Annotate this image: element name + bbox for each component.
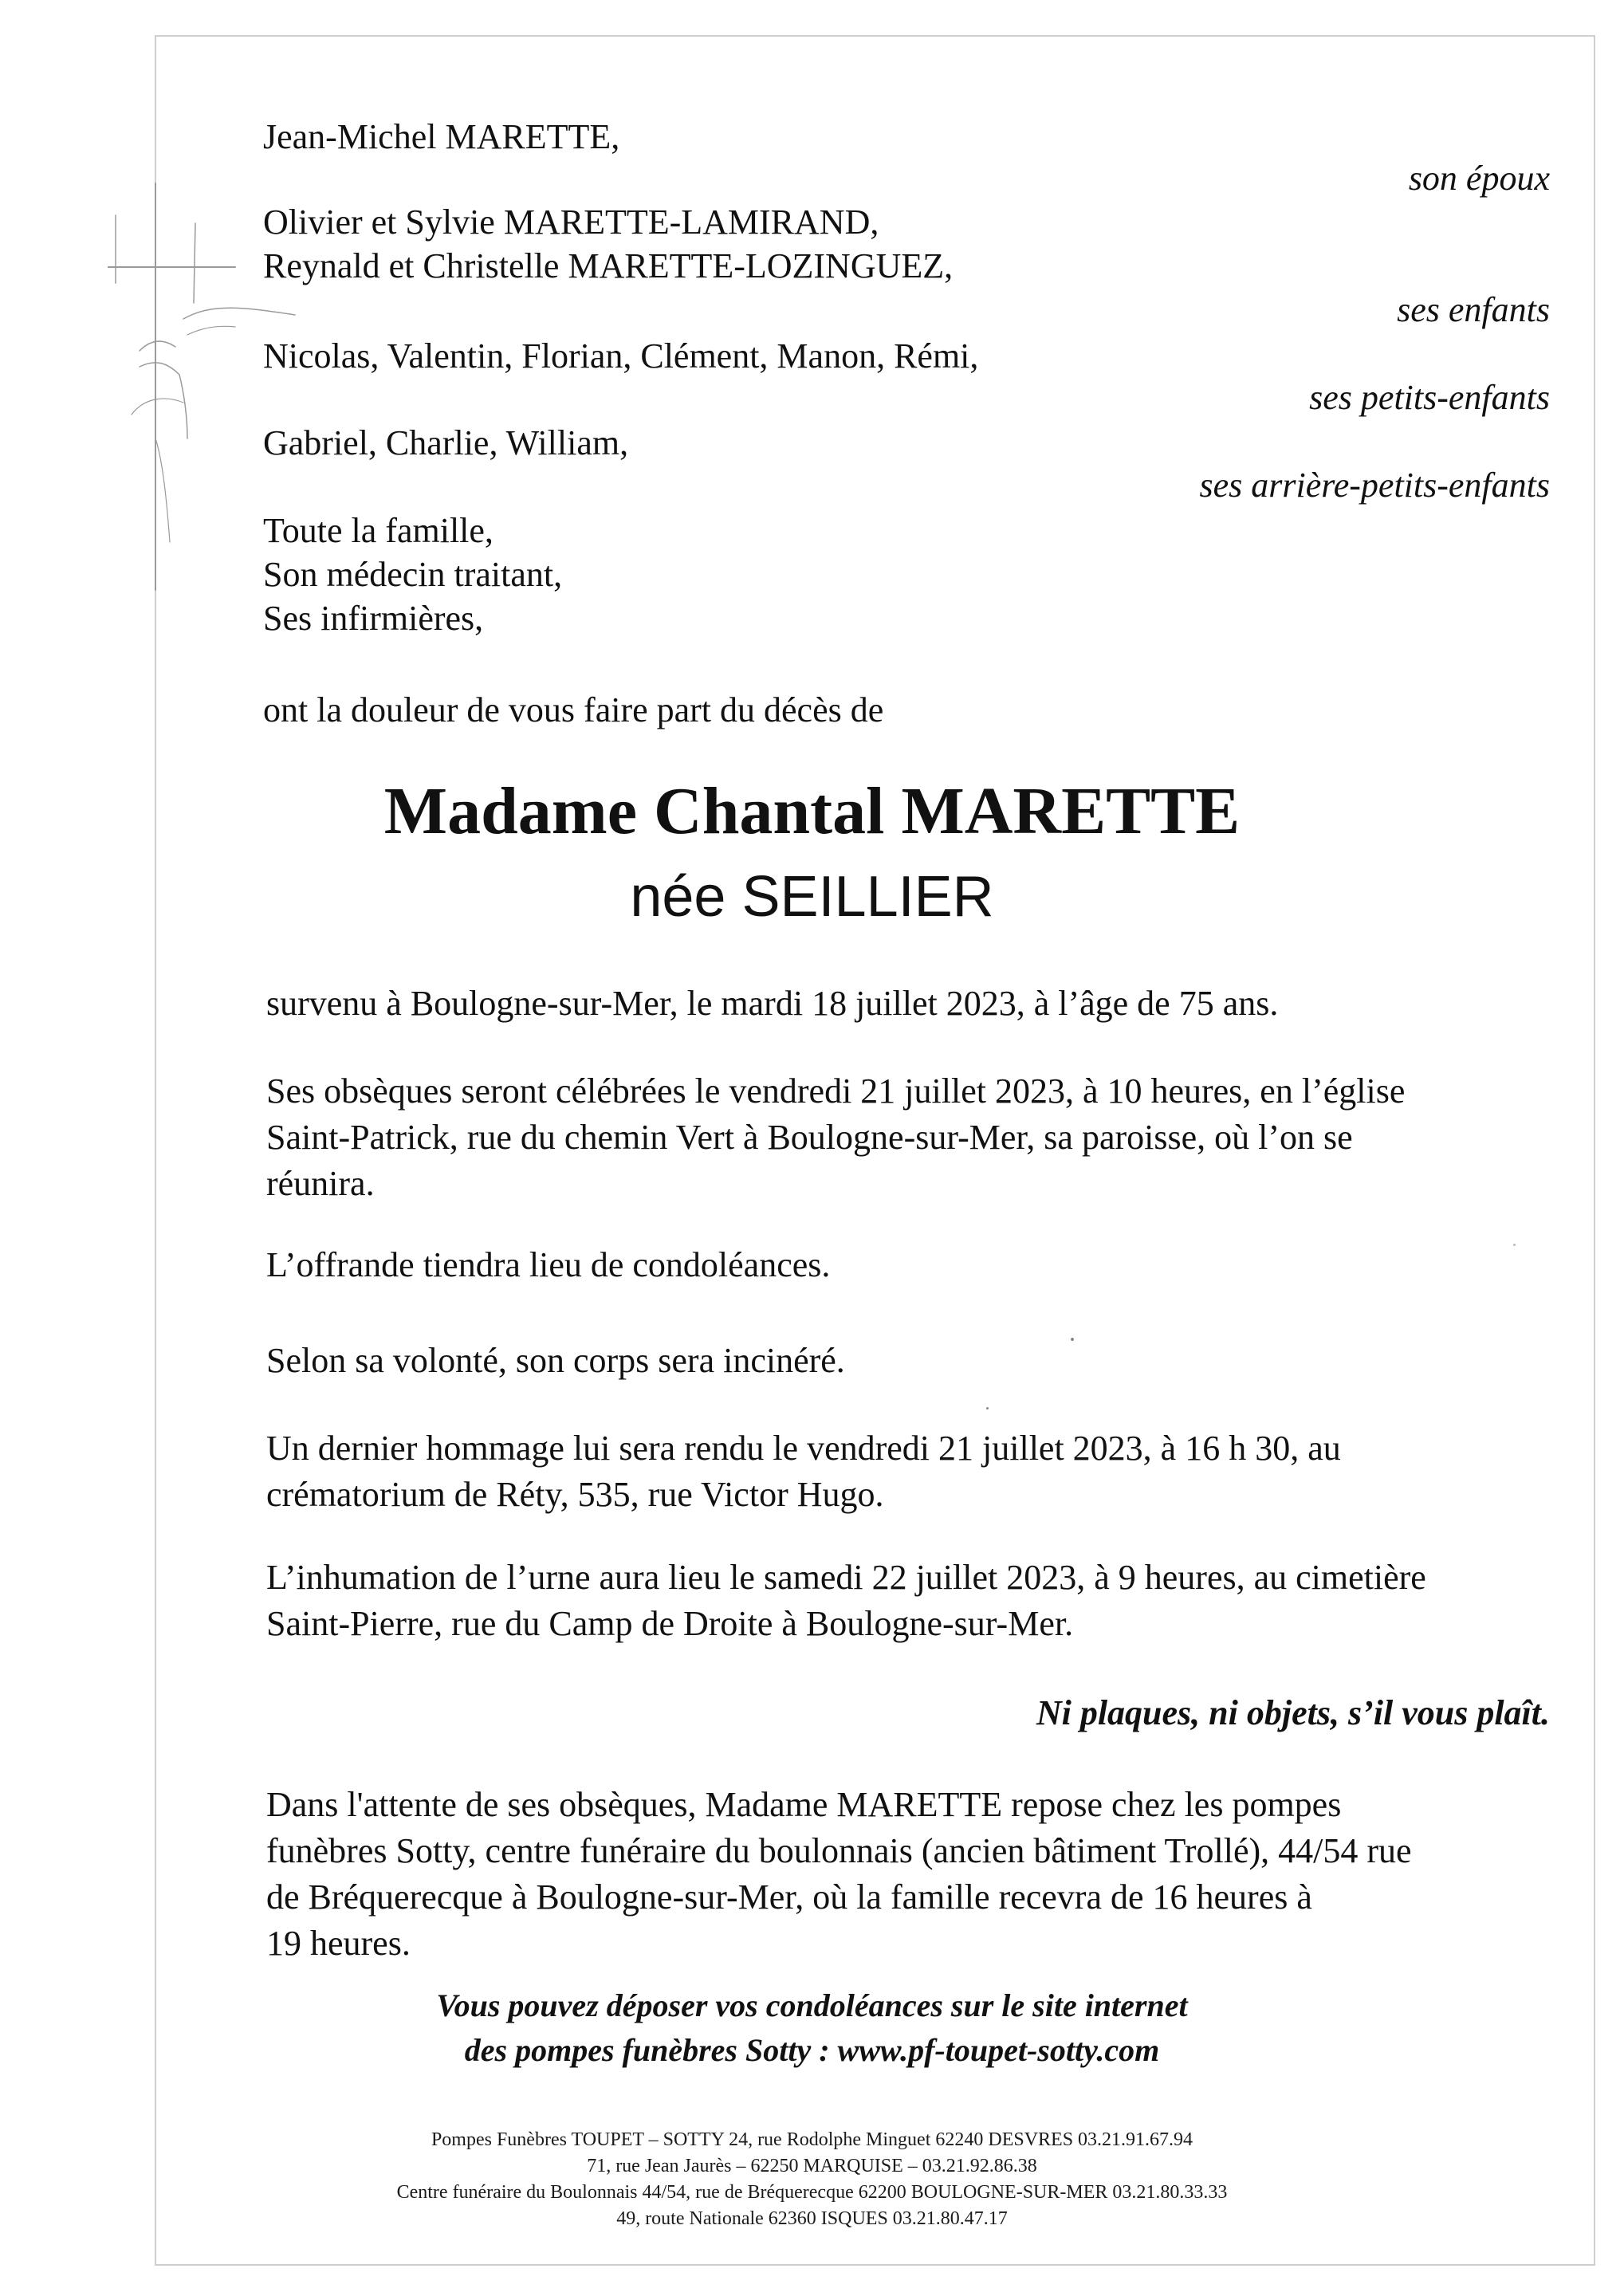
scan-speck [1071, 1338, 1074, 1341]
offering-paragraph [266, 1242, 1558, 1288]
children-role: ses enfants [1397, 290, 1550, 329]
paragraph-line: Ses obsèques seront célébrées le vendredi 21 juillet 2023, à 10 heures, en l’église [266, 1071, 1406, 1111]
grandchildren-names: Nicolas, Valentin, Florian, Clément, Manon, Rémi, [263, 336, 979, 375]
deceased-maiden-name: née SEILLIER [630, 865, 994, 929]
footer-line: Centre funéraire du Boulonnais 44/54, rue de Bréquerecque 62200 BOULOGNE-SUR-MER 03.21.80.33.33 [396, 2182, 1228, 2203]
death-paragraph [266, 981, 1558, 1027]
wishes-note: Ni plaques, ni objets, s’il vous plaît. [1036, 1693, 1550, 1732]
paragraph-line: Saint-Patrick, rue du chemin Vert à Boulogne-sur-Mer, sa paroisse, où l’on se [266, 1118, 1353, 1157]
great-grandchildren-names: Gabriel, Charlie, William, [263, 423, 629, 462]
family-other: Ses infirmières, [263, 599, 484, 638]
paragraph-line: Selon sa volonté, son corps sera incinéré. [266, 1341, 845, 1380]
repose-paragraph [266, 1782, 1558, 1967]
spouse-name: Jean-Michel MARETTE, [263, 117, 620, 156]
paragraph-line: de Bréquerecque à Boulogne-sur-Mer, où la famille recevra de 16 heures à [266, 1877, 1312, 1917]
paragraph-line: crématorium de Réty, 535, rue Victor Hugo. [266, 1475, 884, 1514]
funeral-home-footer [0, 2127, 1624, 2232]
child-name: Olivier et Sylvie MARETTE-LAMIRAND, [263, 202, 879, 242]
scan-speck [1513, 1244, 1516, 1246]
family-other: Son médecin traitant, [263, 555, 563, 594]
paragraph-line: Dans l'attente de ses obsèques, Madame MARETTE repose chez les pompes [266, 1785, 1342, 1824]
grandchildren-role: ses petits-enfants [1309, 378, 1550, 417]
condolences-line: Vous pouvez déposer vos condoléances sur le site internet [436, 1987, 1188, 2023]
paragraph-line: Saint-Pierre, rue du Camp de Droite à Boulogne-sur-Mer. [266, 1604, 1074, 1643]
great-grandchildren-role: ses arrière-petits-enfants [1199, 466, 1550, 505]
tribute-paragraph [266, 1425, 1558, 1518]
footer-line: 71, rue Jean Jaurès – 62250 MARQUISE – 03.21.92.86.38 [587, 2156, 1037, 2176]
paragraph-line: L’inhumation de l’urne aura lieu le samedi 22 juillet 2023, à 9 heures, au cimetière [266, 1558, 1426, 1597]
paragraph-line: réunira. [266, 1164, 375, 1203]
paragraph-line: survenu à Boulogne-sur-Mer, le mardi 18 juillet 2023, à l’âge de 75 ans. [266, 984, 1279, 1023]
paragraph-line: 19 heures. [266, 1924, 411, 1963]
condolences-notice [0, 1983, 1624, 2073]
paragraph-line: funèbres Sotty, centre funéraire du boulonnais (ancien bâtiment Trollé), 44/54 rue [266, 1831, 1412, 1870]
footer-line: Pompes Funèbres TOUPET – SOTTY 24, rue Rodolphe Minguet 62240 DESVRES 03.21.91.67.94 [431, 2129, 1193, 2150]
paragraph-line: Un dernier hommage lui sera rendu le vendredi 21 juillet 2023, à 16 h 30, au [266, 1429, 1341, 1468]
child-name: Reynald et Christelle MARETTE-LOZINGUEZ, [263, 246, 954, 285]
family-other: Toute la famille, [263, 511, 493, 550]
cremation-paragraph [266, 1338, 1558, 1384]
paragraph-line: L’offrande tiendra lieu de condoléances. [266, 1245, 831, 1284]
funeral-paragraph [266, 1068, 1558, 1207]
announcement-intro: ont la douleur de vous faire part du décès de [263, 690, 884, 729]
burial-paragraph [266, 1555, 1558, 1647]
spouse-role: son époux [1408, 159, 1550, 198]
scan-speck [986, 1407, 989, 1409]
condolences-line: des pompes funèbres Sotty : www.pf-toupet-sotty.com [464, 2032, 1160, 2068]
footer-line: 49, route Nationale 62360 ISQUES 03.21.80.47.17 [616, 2208, 1008, 2229]
deceased-name: Madame Chantal MARETTE [383, 774, 1241, 848]
